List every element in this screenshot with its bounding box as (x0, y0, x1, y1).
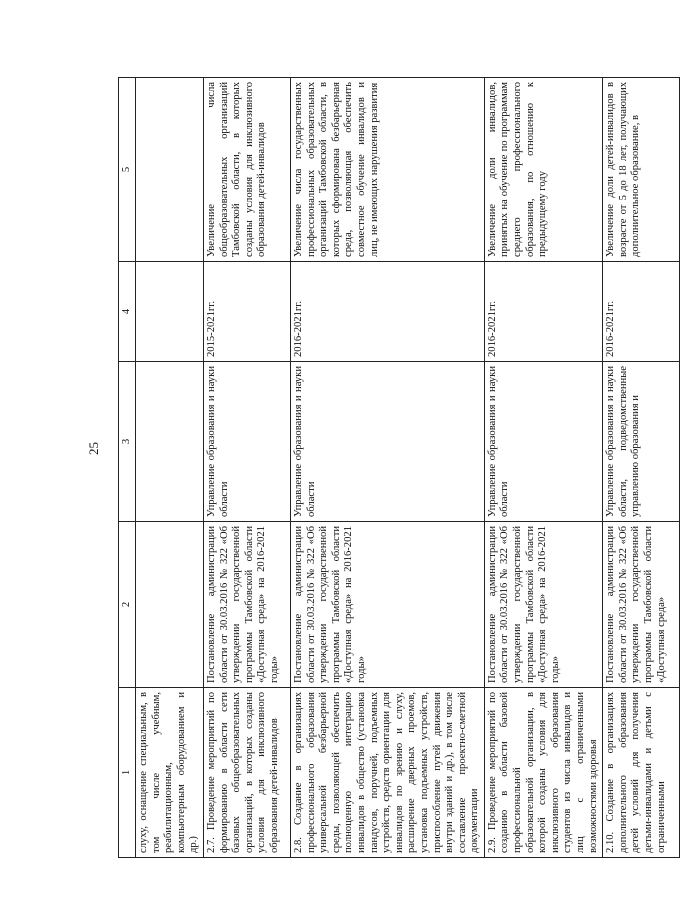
cell-document (136, 522, 204, 688)
cell-period (136, 262, 204, 362)
cell-measure: 2.9. Проведение мероприятий по созданию в области базовой профессиональной образовательной организации, в которой созданы условия для инклюзивного образования студентов из числа инвалидов и лиц с ограниченными возможностями здоровья (484, 688, 602, 858)
cell-document: Постановление администрации области от 30.03.2016 № 322 «Об утверждении государственной программы Тамбовской области «Доступная среда» на 2016-2021 годы» (290, 522, 484, 688)
header-col-1: 1 (119, 688, 136, 858)
table-row (603, 78, 680, 858)
cell-period: 2016-2021гг. (603, 262, 680, 362)
cell-measure: 2.10. Создание в организациях дополнительного образования детей условий для получения детьми-инвалидами и детьми с ограниченными (603, 688, 680, 858)
cell-period: 2016-2021гг. (290, 262, 484, 362)
header-col-5: 5 (119, 78, 136, 262)
cell-period: 2015-2021гг. (203, 262, 290, 362)
page-number: 25 (86, 442, 101, 455)
cell-document: Постановление администрации области от 30.03.2016 № 322 «Об утверждении государственной программы Тамбовской области «Доступная среда» на 2016-2021 годы» (484, 522, 602, 688)
cell-result: Увеличение числа государственных профессиональных образовательных организаций Тамбовской области, в которых сформирована безбарьерная среда, позволяющая обеспечить совместное обучение инвалидов и лиц, не имеющих нарушения развития (290, 78, 484, 262)
cell-period: 2016-2021гг. (484, 262, 602, 362)
cell-measure: слуху, оснащение специальным, в том числе учебным, реабилитационным, компьютерным оборудованием и др.) (136, 688, 204, 858)
cell-executor: Управление образования и науки области (484, 362, 602, 522)
header-col-4: 4 (119, 262, 136, 362)
header-col-3: 3 (119, 362, 136, 522)
header-col-2: 2 (119, 522, 136, 688)
cell-document: Постановление администрации области от 30.03.2016 № 322 «Об утверждении государственной программы Тамбовской области «Доступная среда» на 2016-2021 годы» (203, 522, 290, 688)
table-row (290, 78, 484, 858)
cell-measure: 2.8. Создание в организациях профессионального образования универсальной безбарьерной среды, позволяющей обеспечить полноценную интеграцию инвалидов в общество (установка пандусов, поручней, подъемных устройств, средств ориентации для инвалидов по зрению и слуху, расширение дверных проемов, установка подъемных устройств, приспособление путей движения внутри зданий и др.), в том числе составление проектно-сметной документации (290, 688, 484, 858)
table-row (484, 78, 602, 858)
cell-executor: Управление образования и науки области (290, 362, 484, 522)
table-row (136, 78, 204, 858)
cell-executor: Управление образования и науки области (203, 362, 290, 522)
rotated-table-wrapper (118, 78, 667, 858)
cell-result (136, 78, 204, 262)
cell-result: Увеличение числа общеобразовательных организаций Тамбовской области, в которых созданы условия для инклюзивного образования детей-инвалидов (203, 78, 290, 262)
cell-document: Постановление администрации области от 30.03.2016 № 322 «Об утверждении государственной программы Тамбовской области «Доступная среда» (603, 522, 680, 688)
table-header-row (119, 78, 136, 858)
table-row (203, 78, 290, 858)
cell-executor: Управление образования и науки области, подведомственные управлению образования и (603, 362, 680, 522)
cell-measure: 2.7. Проведение мероприятий по формированию в области сети базовых общеобразовательных организаций, в которых созданы условия для инклюзивного образования детей-инвалидов (203, 688, 290, 858)
cell-result: Увеличение доли детей-инвалидов в возрасте от 5 до 18 лет, получающих дополнительное образование, в (603, 78, 680, 262)
cell-result: Увеличение доли инвалидов, принятых на обучение по программам среднего профессионального образования, по отношению к предыдущему году (484, 78, 602, 262)
cell-executor (136, 362, 204, 522)
measures-table (118, 77, 680, 858)
